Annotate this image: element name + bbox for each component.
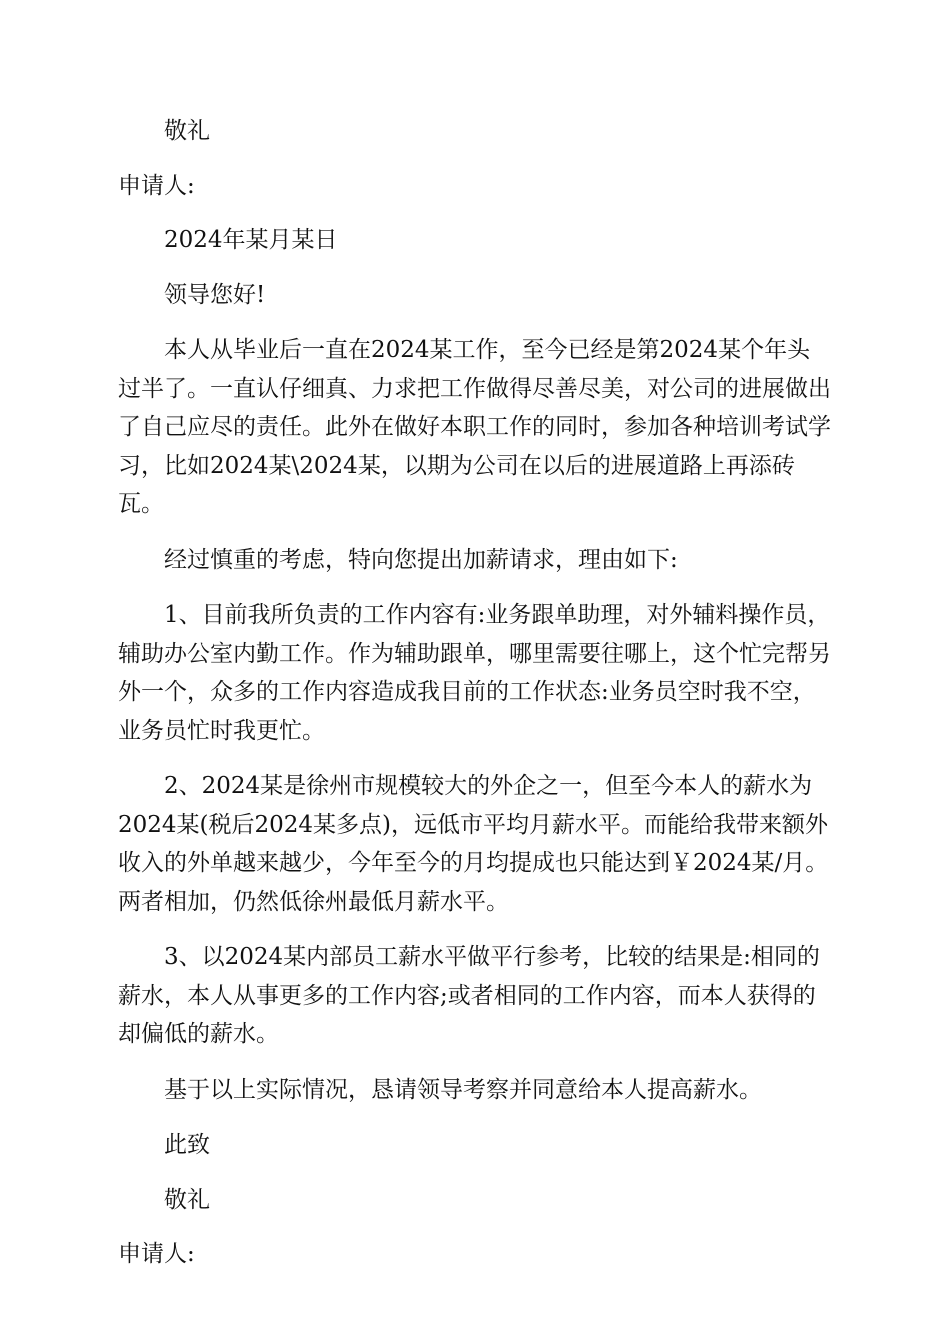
paragraph-reason-1: 1、目前我所负责的工作内容有:业务跟单助理，对外辅料操作员，辅助办公室内勤工作。作为辅助跟单，哪里需要往哪上，这个忙完帮另外一个，众多的工作内容造成我目前的工作状态:业务员空时我不空，业务员忙时我更忙。 bbox=[118, 602, 831, 744]
applicant-label-bottom: 申请人: bbox=[118, 1241, 195, 1267]
paragraph-reason-2: 2、2024某是徐州市规模较大的外企之一，但至今本人的薪水为2024某(税后2024某多点)，远低市平均月薪水平。而能给我带来额外收入的外单越来越少，今年至今的月均提成也只能达到￥2024某/月。两者相加，仍然低徐州最低月薪水平。 bbox=[118, 773, 829, 915]
paragraph-intro: 本人从毕业后一直在2024某工作，至今已经是第2024某个年头过半了。一直认仔细真、力求把工作做得尽善尽美，对公司的进展做出了自己应尽的责任。此外在做好本职工作的同时，参加各种培训考试学习，比如2024某\2024某，以期为公司在以后的进展道路上再添砖瓦。 bbox=[118, 337, 831, 517]
greeting: 领导您好! bbox=[164, 281, 266, 308]
closing-salutation: 此致 bbox=[164, 1132, 210, 1158]
applicant-label-top: 申请人: bbox=[118, 172, 195, 199]
paragraph-reason-3: 3、以2024某内部员工薪水平做平行参考，比较的结果是:相同的薪水，本人从事更多的工作内容;或者相同的工作内容，而本人获得的却偏低的薪水。 bbox=[118, 944, 820, 1047]
paragraph-request: 经过慎重的考虑，特向您提出加薪请求，理由如下: bbox=[164, 546, 678, 573]
closing-respect-bottom: 敬礼 bbox=[164, 1186, 210, 1213]
paragraph-conclusion: 基于以上实际情况，恳请领导考察并同意给本人提高薪水。 bbox=[164, 1076, 762, 1103]
date-line: 2024年某月某日 bbox=[164, 227, 338, 253]
closing-respect-top: 敬礼 bbox=[164, 118, 210, 144]
